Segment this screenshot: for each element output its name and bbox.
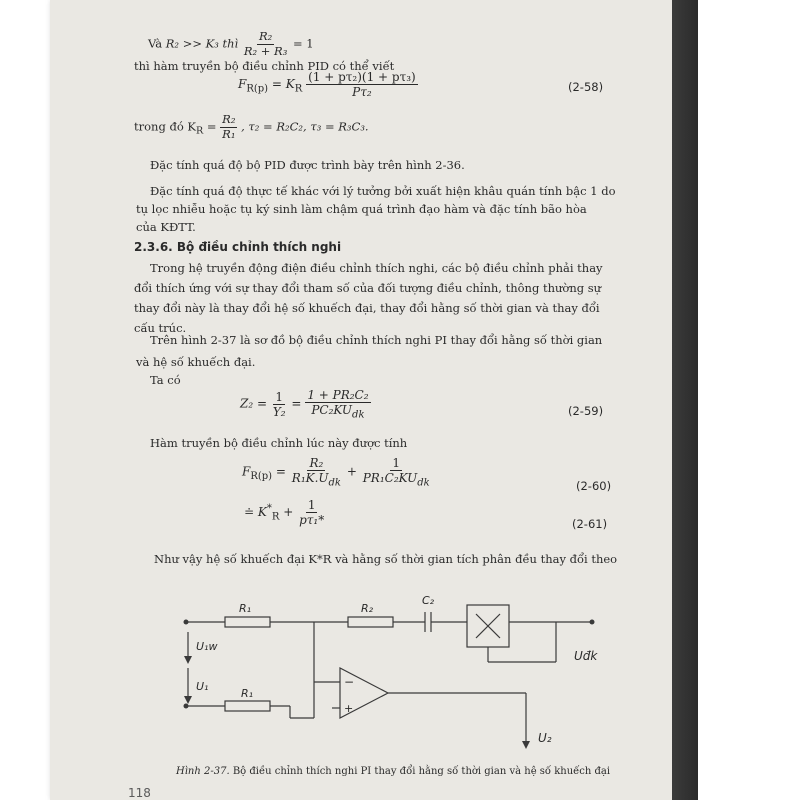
frac-den-sub: dk — [352, 409, 365, 421]
eq-lhs: ≐ K — [244, 505, 267, 519]
paragraph-conclusion: Như vậy hệ số khuếch đại K*R và hằng số thời gian tích phân đều thay đổi theo — [154, 552, 618, 566]
paragraph-line: cấu trúc. — [134, 321, 187, 335]
eq-plus: + — [346, 464, 357, 479]
frac-num: R₂ — [222, 112, 236, 126]
figure-caption — [176, 766, 610, 777]
frac-den-text: PC₂KU — [311, 403, 353, 417]
resistor-r1-top — [225, 617, 270, 627]
paragraph-line: Đặc tính quá độ thực tế khác với lý tưởng bởi xuất hiện khâu quán tính bậc 1 do — [150, 184, 616, 198]
eq-lhs: Z₂ = — [240, 396, 268, 411]
section-heading: 2.3.6. Bộ điều chỉnh thích nghi — [134, 240, 342, 254]
paragraph-line: Trên hình 2-37 là sơ đồ bộ điều chỉnh thích nghi PI thay đổi hằng số thời gian — [150, 333, 603, 347]
text-condition: R₂ >> K₃ thì — [165, 36, 239, 51]
eq-k-sub: R — [294, 83, 303, 95]
text-tau-defs: , τ₂ = R₂C₂, τ₃ = R₃C₃. — [241, 119, 369, 134]
page-number: 118 — [128, 786, 151, 800]
frac-den: R₂ + R₃ — [243, 43, 288, 58]
label-u2: U₂ — [538, 731, 552, 745]
eq-k-sup: * — [266, 503, 272, 514]
text-eq-one: = 1 — [292, 36, 314, 51]
resistor-r2 — [348, 617, 393, 627]
frac-num: 1 + PR₂C₂ — [307, 388, 369, 402]
caption-text: Bộ điều chỉnh thích nghi PI thay đổi hằng số thời gian và hệ số khuếch đại — [232, 766, 611, 777]
eq-lhs: F — [242, 464, 251, 479]
terminal-top-left — [184, 620, 189, 625]
label-opamp-plus: + — [344, 702, 354, 715]
terminal-bottom-left — [184, 704, 189, 709]
eq-k-sub: R — [271, 511, 280, 523]
frac-den-text: PR₁C₂KU — [362, 471, 418, 485]
paragraph-line: thay đổi này là thay đổi hệ số khuếch đại, thay đổi hằng số thời gian và thay đổi — [134, 301, 600, 315]
arrow-u1w — [184, 656, 192, 664]
text-eq: = — [206, 119, 217, 134]
frac-den-text: R₁K.U — [291, 471, 329, 485]
label-u1: U₁ — [196, 680, 209, 693]
equation-number: (2-61) — [572, 517, 608, 531]
arrow-u2 — [522, 741, 530, 749]
frac-den: R₁ — [222, 126, 236, 141]
frac-den: pτ₁* — [299, 513, 325, 527]
label-r2: R₂ — [361, 602, 374, 615]
eq-sign: = — [275, 464, 286, 479]
line-pid-intro: thì hàm truyền bộ điều chỉnh PID có thể viết — [134, 59, 395, 73]
caption-label: Hình 2-37. — [176, 766, 230, 777]
text-where: trong đó K — [134, 119, 196, 134]
equation-number: (2-60) — [576, 479, 612, 493]
frac-num: (1 + pτ₂)(1 + pτ₃) — [308, 70, 416, 84]
label-u1w: U₁w — [196, 640, 218, 653]
paragraph-line: của KĐTT. — [136, 220, 196, 234]
paragraph-line: tụ lọc nhiễu hoặc tụ ký sinh làm chậm quá trình đạo hàm và đặc tính bão hòa — [136, 202, 587, 216]
frac-den: Y₂ — [272, 404, 286, 419]
frac-num: R₂ — [258, 29, 273, 43]
frac-den: Pτ₂ — [352, 85, 372, 99]
resistor-r1-bottom — [225, 701, 270, 711]
paragraph-pid-transient: Đặc tính quá độ bộ PID được trình bày trên hình 2-36. — [150, 158, 465, 172]
equation-number: (2-58) — [568, 80, 604, 94]
frac-num: R₂ — [309, 456, 324, 470]
frac-den-sub: dk — [328, 477, 341, 489]
label-c2: C₂ — [422, 594, 435, 607]
paragraph-ta-co: Ta có — [150, 373, 181, 387]
paragraph-line: và hệ số khuếch đại. — [136, 355, 256, 369]
eq-lhs-sub: R(p) — [246, 83, 269, 95]
eq-plus: + — [283, 505, 294, 519]
eq-lhs-sub: R(p) — [250, 471, 273, 483]
eq-sign: = — [291, 396, 302, 411]
paragraph-transfer: Hàm truyền bộ điều chỉnh lúc này được tính — [150, 436, 408, 450]
text-va: Và — [148, 36, 163, 51]
text-kr-sub: R — [196, 125, 204, 137]
label-r1-bottom: R₁ — [241, 687, 254, 700]
terminal-udk — [590, 620, 595, 625]
paragraph-line: đổi thích ứng với sự thay đổi tham số của đối tượng điều chỉnh, thông thường sự — [134, 281, 602, 295]
label-udk: Uđk — [574, 649, 598, 663]
paragraph-line: Trong hệ truyền động điện điều chỉnh thích nghi, các bộ điều chỉnh phải thay — [150, 261, 603, 275]
frac-num: 1 — [392, 456, 401, 470]
eq-lhs: F — [238, 77, 247, 91]
arrow-u1 — [184, 696, 192, 704]
label-opamp-minus: − — [344, 675, 355, 689]
frac-num: 1 — [307, 498, 316, 512]
label-r1-top: R₁ — [239, 602, 252, 615]
equation-number: (2-59) — [568, 404, 604, 418]
eq-k: = K — [271, 77, 295, 91]
frac-den-sub: dk — [417, 477, 430, 489]
frac-num: 1 — [275, 389, 284, 404]
